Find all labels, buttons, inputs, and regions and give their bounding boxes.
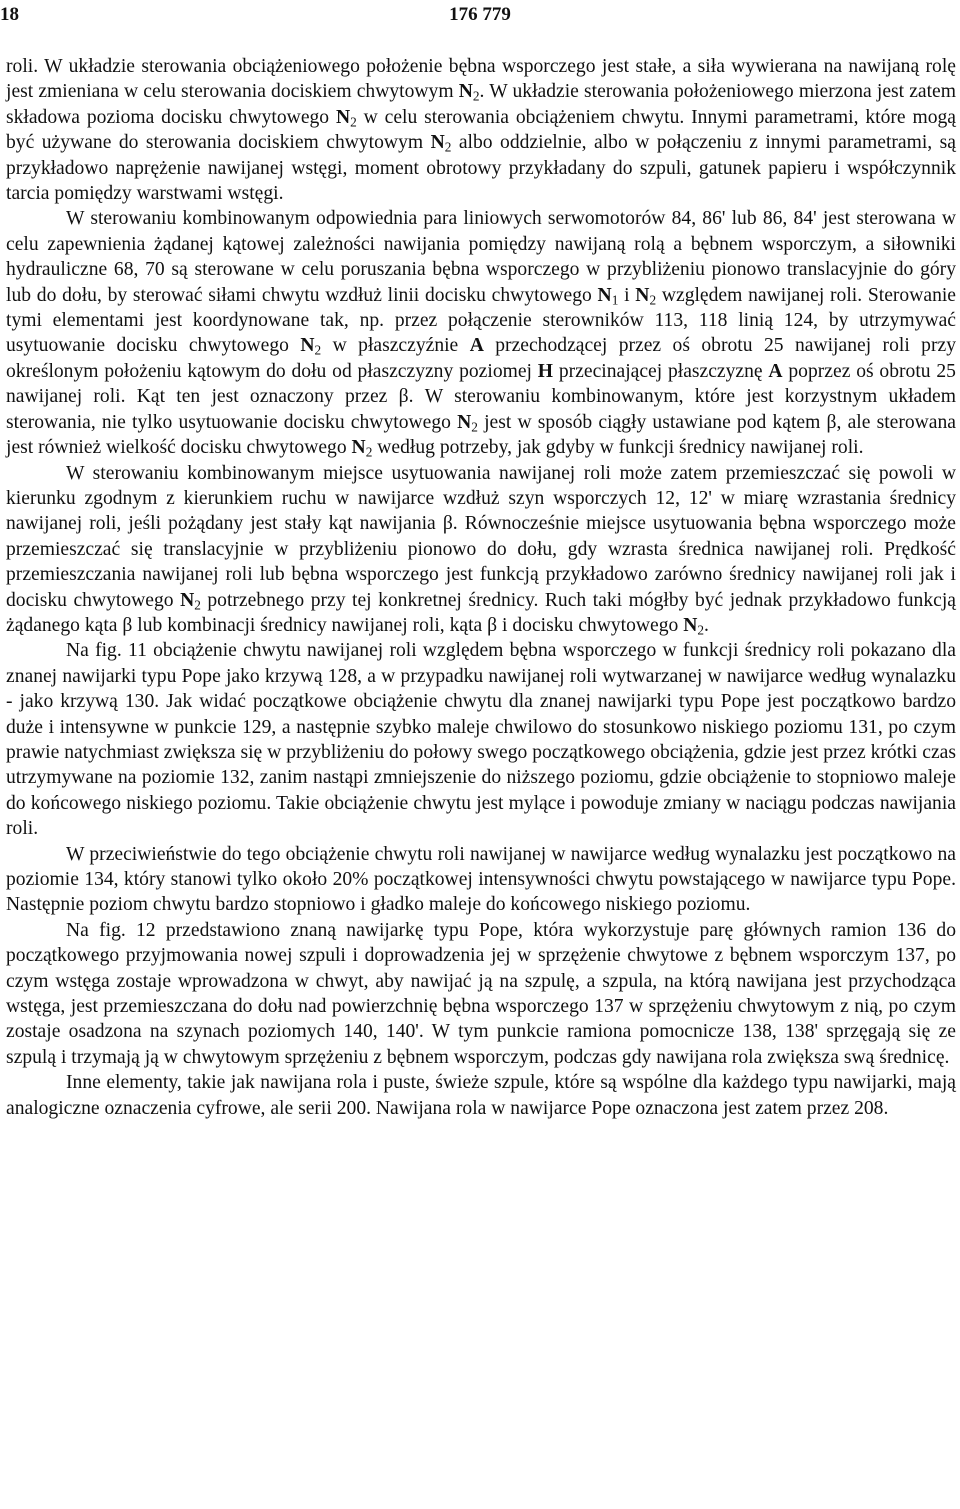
symbol: N xyxy=(300,335,315,357)
subscript: 2 xyxy=(649,291,657,307)
page-header xyxy=(0,4,960,30)
symbol: A xyxy=(768,360,783,382)
symbol: A xyxy=(469,335,484,357)
paragraph xyxy=(6,1070,956,1121)
subscript: 2 xyxy=(471,419,478,435)
paragraph xyxy=(6,206,956,460)
text-run: przecinającej płaszczyznę xyxy=(553,360,769,382)
subscript: 1 xyxy=(611,291,619,307)
symbol: N xyxy=(351,437,366,459)
text-run: W sterowaniu kombinowanym odpowiednia para liniowych serwomotorów 84, 86' lub 86, 84' jest sterowana w celu zapewnienia żądanej kątowej zależności nawijania pomiędzy nawijaną rolą a bębnem wsporczym, a siłowniki hydrauliczne 68, 70 są sterowane w celu poruszania bębna wsporczego w przybliżeniu pionowo translacyjnie do góry lub do dołu, by sterować siłami chwytu wzdłuż linii docisku chwytowego xyxy=(6,208,956,306)
symbol: N xyxy=(683,614,698,636)
text-run: w celu sterowania obciążeniem chwytu. Innymi parametrami, które mogą być używane do sterowania dociskiem chwytowym xyxy=(6,106,956,154)
symbol: N xyxy=(335,106,351,128)
text-run: poprzez oś obrotu 25 nawijanej roli. Kąt ten jest oznaczony przez β. W sterowaniu kombinowanym, które jest korzystnym układem sterowania, nie tylko usytuowanie docisku chwytowego xyxy=(6,360,956,433)
subscript: 2 xyxy=(472,88,480,104)
subscript: 2 xyxy=(444,139,452,155)
text-run: albo oddzielnie, albo w połączeniu z innymi parametrami, są przykładowo naprężenie nawijanej wstęgi, moment obrotowy przykładany do szpuli, gatunek papieru i współczynnik tarcia pomiędzy warstwami wstęgi. xyxy=(6,132,956,205)
symbol: N xyxy=(457,411,472,433)
text-run: potrzebnego przy tej konkretnej średnicy. Ruch taki mógłby być jednak przykładowo funkcją żądanego kąta β lub kombinacji średnicy nawijanej roli, kąta β i docisku chwytowego xyxy=(6,589,956,636)
text-run: względem nawijanej roli. Sterowanie tymi elementami jest koordynowane tak, np. przez połączenie sterowników 113, 118 linią 124, by utrzymywać usytuowanie docisku chwytowego xyxy=(6,284,957,357)
symbol: N xyxy=(430,132,445,154)
text-run: Inne elementy, takie jak nawijana rola i puste, świeże szpule, które są wspólne dla każdego typu nawijarki, mają analogiczne oznaczenia cyfrowe, ale serii 200. Nawijana rola w nawijarce Pope oznaczona jest zatem przez 208. xyxy=(6,1072,956,1119)
text-body xyxy=(6,54,956,1121)
paragraph xyxy=(6,461,956,639)
text-run: jest w sposób ciągły ustawiane pod kątem β, ale sterowana jest również wielkość docisku chwytowego xyxy=(6,411,956,459)
text-run: roli. W układzie sterowania obciążeniowego położenie bębna wsporczego jest stałe, a siła wywierana na nawijaną rolę jest zmieniana w celu sterowania dociskiem chwytowym xyxy=(6,56,956,103)
symbol: N xyxy=(597,284,612,306)
text-run: W przeciwieństwie do tego obciążenie chwytu roli nawijanej w nawijarce według wynalazku jest początkowo na poziomie 134, który stanowi tylko około 20% początkowej intensywności chwytu powstającego w nawijarce typu Pope. Następnie poziom chwytu bardzo stopniowo i gładko maleje do końcowego niskiego poziomu. xyxy=(6,843,956,916)
symbol: N xyxy=(635,284,650,306)
symbol: N xyxy=(180,589,195,611)
text-run: . W układzie sterowania położeniowego mierzona jest zatem składowa pozioma docisku chwytowego xyxy=(6,81,956,128)
paragraph xyxy=(6,54,956,206)
text-run: Na fig. 12 przedstawiono znaną nawijarkę typu Pope, która wykorzystuje parę głównych ramion 136 do początkowego przyjmowania nowej szpuli i doprowadzenia jej w sprzężenie chwytowe z bębnem wsporczym 137, po czym wstęga zostaje wprowadzona w chwyt, aby nawijać ją na szpulę, a szpula, na którą nawijana jest przychodząca wstęga, jest przemieszczana do dołu nad powierzchnię bębna wsporczego 137 w sprzężeniu chwytowym z nią, po czym zostaje osadzona na szynach poziomych 140, 140'. W tym punkcie ramiona pomocnicze 138, 138' sprzęgają się ze szpulą i trzymają ją w chwytowym sprzężeniu z bębnem wsporczym, podczas gdy nawijana rola zwiększa swą średnicę. xyxy=(6,919,956,1068)
subscript: 2 xyxy=(365,444,373,460)
symbol: N xyxy=(458,81,473,103)
text-run: Na fig. 11 obciążenie chwytu nawijanej roli względem bębna wsporczego w funkcji średnicy roli pokazano dla znanej nawijarki typu Pope jako krzywą 128, a w przypadku nawijanej roli wytwarzanej w nawijarce według wynalazku - jako krzywą 130. Jak widać początkowe obciążenie chwytu dla znanej nawijarki typu Pope jest początkowo bardzo duże i intensywne w punkcie 129, a następnie szybko maleje chwilowo do stosunkowo niskiego poziomu 131, po czym prawie natychmiast zwiększa się w przybliżeniu do połowy swego początkowego obciążenia, gdzie jest przez krótki czas utrzymywane na poziomie 132, zanim nastąpi zmniejszenie do niższego poziomu, gdzie obciążenie to stopniowo maleje do końcowego niskiego poziomu. Takie obciążenie chwytu jest mylące i powoduje zmiany w naciągu podczas nawijania roli. xyxy=(6,640,956,840)
document-number: 176 779 xyxy=(449,4,511,25)
text-run: W sterowaniu kombinowanym miejsce usytuowania nawijanej roli może zatem przemieszczać się powoli w kierunku zgodnym z kierunkiem ruchu w nawijarce wzdłuż szyn wsporczych 12, 12' w miarę wzrastania średnicy nawijanej roli, jeśli pożądany jest stały kąt nawijania β. Równocześnie miejsce usytuowania bębna wsporczego może przemieszczać się translacyjnie w przybliżeniu pionowo do dołu, gdy wzrasta średnica nawijanej roli. Prędkość przemieszczania nawijanej roli lub bębna wsporczego jest funkcją przykładowo zarówno średnicy nawijanej roli jak i docisku chwytowego xyxy=(6,462,956,611)
paragraph xyxy=(6,638,956,841)
paragraph xyxy=(6,918,956,1070)
text-run: według potrzeby, jak gdyby w funkcji średnicy nawijanej roli. xyxy=(372,437,864,459)
subscript: 2 xyxy=(697,622,705,638)
page-number: 18 xyxy=(0,4,19,25)
text-run: i xyxy=(618,284,636,306)
subscript: 2 xyxy=(194,596,201,612)
subscript: 2 xyxy=(314,342,322,358)
text-run: . xyxy=(704,614,709,636)
text-run: w płaszczyźnie xyxy=(321,335,470,357)
text-run: przechodzącej przez oś obrotu 25 nawijanej roli przy określonym położeniu kątowym do dołu od płaszczyzny poziomej xyxy=(6,335,956,382)
subscript: 2 xyxy=(350,114,357,130)
paragraph xyxy=(6,842,956,918)
symbol: H xyxy=(537,360,554,382)
